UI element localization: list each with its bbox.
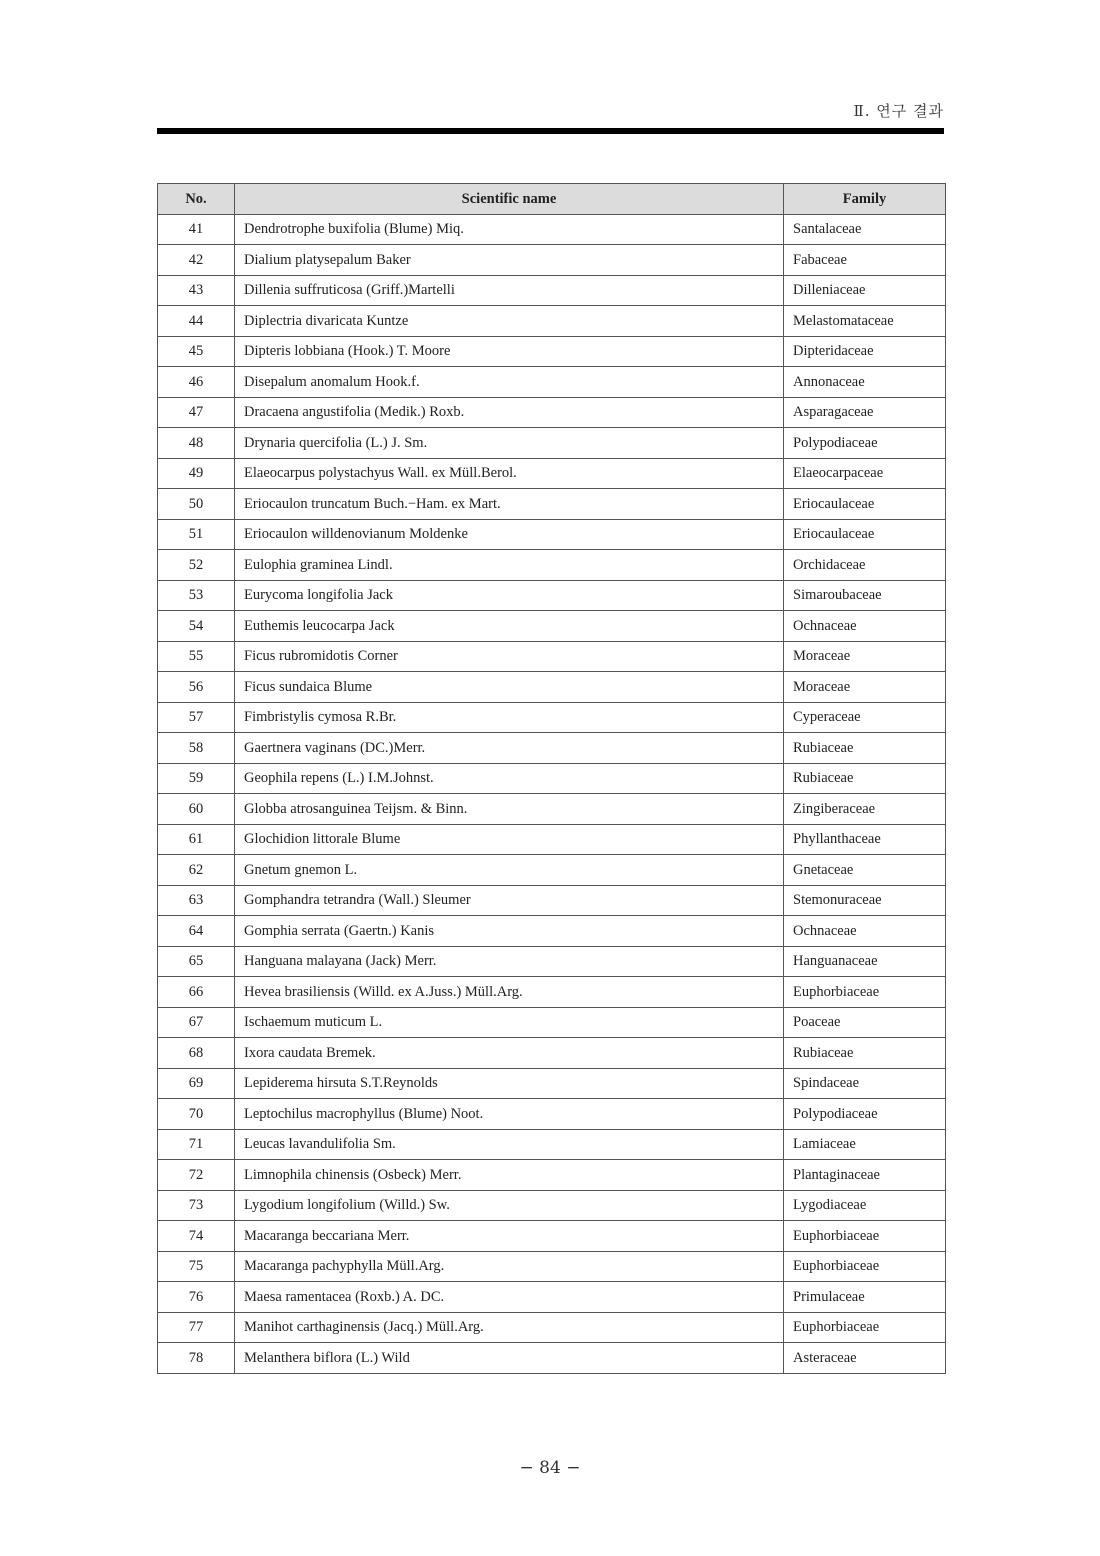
table-row [158,885,946,916]
table-row [158,855,946,886]
cell-no: 75 [158,1251,235,1282]
cell-scientific-name: Leucas lavandulifolia Sm. [235,1129,784,1160]
cell-no: 41 [158,214,235,245]
cell-family: Poaceae [784,1007,946,1038]
cell-family: Stemonuraceae [784,885,946,916]
cell-scientific-name: Ischaemum muticum L. [235,1007,784,1038]
cell-no: 61 [158,824,235,855]
table-row [158,306,946,337]
cell-scientific-name: Glochidion littorale Blume [235,824,784,855]
table-row [158,1282,946,1313]
cell-no: 51 [158,519,235,550]
table-row [158,336,946,367]
table-row [158,458,946,489]
cell-scientific-name: Ficus sundaica Blume [235,672,784,703]
table-row [158,580,946,611]
cell-no: 54 [158,611,235,642]
cell-family: Santalaceae [784,214,946,245]
cell-scientific-name: Macaranga beccariana Merr. [235,1221,784,1252]
cell-no: 66 [158,977,235,1008]
cell-no: 70 [158,1099,235,1130]
cell-no: 57 [158,702,235,733]
cell-family: Melastomataceae [784,306,946,337]
cell-no: 77 [158,1312,235,1343]
cell-family: Ochnaceae [784,916,946,947]
page-number: − 84 − [519,1458,581,1478]
table-row [158,977,946,1008]
cell-no: 55 [158,641,235,672]
cell-scientific-name: Ficus rubromidotis Corner [235,641,784,672]
cell-family: Euphorbiaceae [784,1312,946,1343]
column-header-no: No. [158,184,235,215]
table-row [158,794,946,825]
cell-family: Hanguanaceae [784,946,946,977]
cell-scientific-name: Gnetum gnemon L. [235,855,784,886]
cell-no: 69 [158,1068,235,1099]
header-rule [157,128,944,134]
cell-scientific-name: Eulophia graminea Lindl. [235,550,784,581]
table-row [158,733,946,764]
cell-scientific-name: Macaranga pachyphylla Müll.Arg. [235,1251,784,1282]
cell-scientific-name: Lepiderema hirsuta S.T.Reynolds [235,1068,784,1099]
cell-no: 45 [158,336,235,367]
cell-scientific-name: Dipteris lobbiana (Hook.) T. Moore [235,336,784,367]
table-row [158,245,946,276]
table-row [158,1068,946,1099]
cell-no: 50 [158,489,235,520]
cell-scientific-name: Eurycoma longifolia Jack [235,580,784,611]
table-row [158,1312,946,1343]
cell-family: Primulaceae [784,1282,946,1313]
table-row [158,550,946,581]
cell-scientific-name: Geophila repens (L.) I.M.Johnst. [235,763,784,794]
cell-no: 44 [158,306,235,337]
cell-scientific-name: Hevea brasiliensis (Willd. ex A.Juss.) Müll.Arg. [235,977,784,1008]
cell-family: Asparagaceae [784,397,946,428]
cell-family: Fabaceae [784,245,946,276]
table-row [158,489,946,520]
cell-no: 72 [158,1160,235,1191]
cell-family: Rubiaceae [784,733,946,764]
cell-family: Spindaceae [784,1068,946,1099]
table-row [158,1221,946,1252]
cell-scientific-name: Limnophila chinensis (Osbeck) Merr. [235,1160,784,1191]
table-row [158,1160,946,1191]
cell-scientific-name: Disepalum anomalum Hook.f. [235,367,784,398]
cell-family: Rubiaceae [784,1038,946,1069]
cell-family: Ochnaceae [784,611,946,642]
cell-no: 68 [158,1038,235,1069]
cell-no: 42 [158,245,235,276]
cell-no: 65 [158,946,235,977]
cell-scientific-name: Diplectria divaricata Kuntze [235,306,784,337]
cell-family: Euphorbiaceae [784,1221,946,1252]
table-row [158,367,946,398]
table-row [158,946,946,977]
table-row [158,1251,946,1282]
cell-scientific-name: Dendrotrophe buxifolia (Blume) Miq. [235,214,784,245]
cell-scientific-name: Ixora caudata Bremek. [235,1038,784,1069]
table-row [158,1129,946,1160]
cell-family: Polypodiaceae [784,1099,946,1130]
cell-scientific-name: Elaeocarpus polystachyus Wall. ex Müll.Berol. [235,458,784,489]
table-row [158,397,946,428]
cell-scientific-name: Fimbristylis cymosa R.Br. [235,702,784,733]
table-row [158,916,946,947]
cell-no: 76 [158,1282,235,1313]
cell-family: Euphorbiaceae [784,1251,946,1282]
column-header-scientific-name: Scientific name [235,184,784,215]
cell-family: Dilleniaceae [784,275,946,306]
cell-no: 78 [158,1343,235,1374]
cell-no: 47 [158,397,235,428]
cell-no: 62 [158,855,235,886]
table-row [158,672,946,703]
cell-family: Orchidaceae [784,550,946,581]
cell-scientific-name: Gaertnera vaginans (DC.)Merr. [235,733,784,764]
cell-no: 58 [158,733,235,764]
cell-scientific-name: Lygodium longifolium (Willd.) Sw. [235,1190,784,1221]
cell-scientific-name: Maesa ramentacea (Roxb.) A. DC. [235,1282,784,1313]
species-table [157,183,946,1374]
cell-no: 73 [158,1190,235,1221]
table-row [158,611,946,642]
cell-family: Moraceae [784,672,946,703]
table-body [158,214,946,1373]
table-row [158,275,946,306]
cell-family: Eriocaulaceae [784,519,946,550]
cell-scientific-name: Dillenia suffruticosa (Griff.)Martelli [235,275,784,306]
cell-scientific-name: Drynaria quercifolia (L.) J. Sm. [235,428,784,459]
cell-family: Dipteridaceae [784,336,946,367]
table-row [158,214,946,245]
cell-no: 52 [158,550,235,581]
cell-scientific-name: Dialium platysepalum Baker [235,245,784,276]
cell-family: Moraceae [784,641,946,672]
table-row [158,824,946,855]
table-row [158,428,946,459]
cell-scientific-name: Dracaena angustifolia (Medik.) Roxb. [235,397,784,428]
table-row [158,702,946,733]
table-row [158,1343,946,1374]
cell-no: 48 [158,428,235,459]
table-row [158,1007,946,1038]
cell-scientific-name: Eriocaulon willdenovianum Moldenke [235,519,784,550]
cell-scientific-name: Euthemis leucocarpa Jack [235,611,784,642]
cell-no: 71 [158,1129,235,1160]
cell-no: 53 [158,580,235,611]
table-row [158,1099,946,1130]
table-header-row [158,184,946,215]
cell-no: 60 [158,794,235,825]
table-row [158,763,946,794]
cell-family: Rubiaceae [784,763,946,794]
cell-no: 64 [158,916,235,947]
cell-family: Eriocaulaceae [784,489,946,520]
cell-no: 74 [158,1221,235,1252]
cell-family: Annonaceae [784,367,946,398]
cell-no: 59 [158,763,235,794]
cell-family: Cyperaceae [784,702,946,733]
cell-family: Gnetaceae [784,855,946,886]
cell-family: Plantaginaceae [784,1160,946,1191]
cell-family: Phyllanthaceae [784,824,946,855]
cell-scientific-name: Globba atrosanguinea Teijsm. & Binn. [235,794,784,825]
table-row [158,1038,946,1069]
cell-family: Asteraceae [784,1343,946,1374]
table-row [158,519,946,550]
cell-scientific-name: Gomphia serrata (Gaertn.) Kanis [235,916,784,947]
cell-scientific-name: Leptochilus macrophyllus (Blume) Noot. [235,1099,784,1130]
cell-no: 63 [158,885,235,916]
section-title: Ⅱ. 연구 결과 [853,102,944,120]
cell-scientific-name: Gomphandra tetrandra (Wall.) Sleumer [235,885,784,916]
cell-scientific-name: Manihot carthaginensis (Jacq.) Müll.Arg. [235,1312,784,1343]
cell-family: Lygodiaceae [784,1190,946,1221]
cell-family: Polypodiaceae [784,428,946,459]
cell-no: 43 [158,275,235,306]
cell-no: 46 [158,367,235,398]
cell-family: Simaroubaceae [784,580,946,611]
cell-family: Zingiberaceae [784,794,946,825]
cell-scientific-name: Eriocaulon truncatum Buch.−Ham. ex Mart. [235,489,784,520]
cell-family: Euphorbiaceae [784,977,946,1008]
table-row [158,1190,946,1221]
cell-no: 56 [158,672,235,703]
cell-family: Elaeocarpaceae [784,458,946,489]
column-header-family: Family [784,184,946,215]
cell-family: Lamiaceae [784,1129,946,1160]
cell-scientific-name: Melanthera biflora (L.) Wild [235,1343,784,1374]
cell-no: 67 [158,1007,235,1038]
cell-scientific-name: Hanguana malayana (Jack) Merr. [235,946,784,977]
cell-no: 49 [158,458,235,489]
table-row [158,641,946,672]
